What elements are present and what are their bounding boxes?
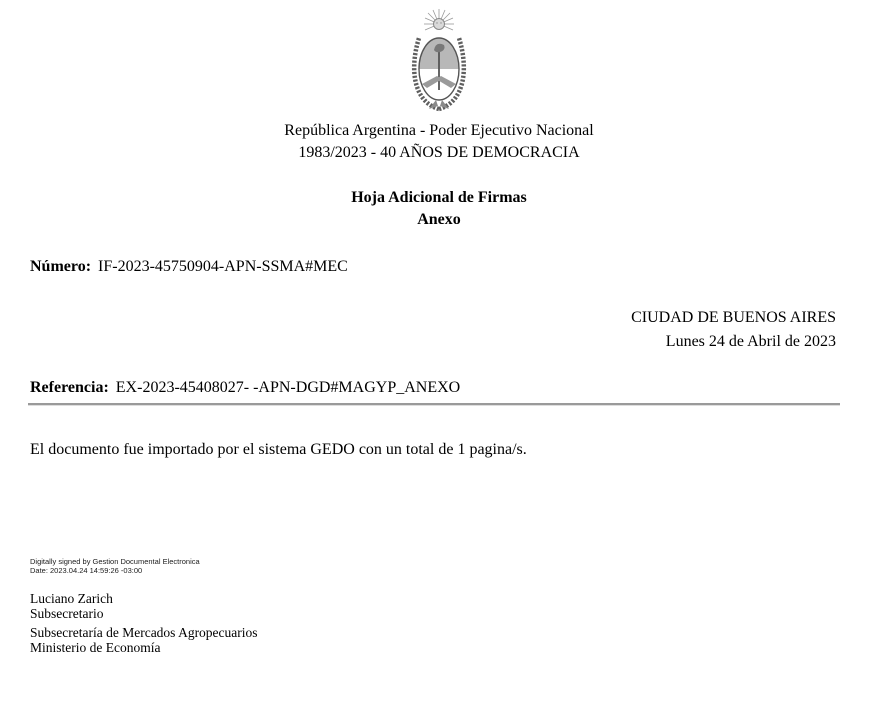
digital-signature-line2: Date: 2023.04.24 14:59:26 -03:00 — [30, 566, 143, 575]
argentina-coat-of-arms-icon — [406, 8, 472, 115]
date-line: Lunes 24 de Abril de 2023 — [665, 333, 836, 350]
referencia-field — [30, 377, 836, 398]
header-line-democracy: 1983/2023 - 40 AÑOS DE DEMOCRACIA — [298, 144, 580, 161]
signer-block — [30, 591, 878, 655]
signer-office: Subsecretaría de Mercados Agropecuarios — [30, 625, 258, 640]
referencia-label: Referencia: — [30, 379, 109, 396]
referencia-value: EX-2023-45408027- -APN-DGD#MAGYP_ANEXO — [115, 379, 461, 396]
signer-organization: Ministerio de Economía — [30, 640, 161, 655]
body-text: El documento fue importado por el sistema GEDO con un total de 1 pagina/s. — [30, 441, 527, 458]
digital-signature-stamp — [30, 557, 878, 575]
digital-signature-line1: Digitally signed by Gestion Documental Electronica — [30, 557, 200, 566]
city-line: CIUDAD DE BUENOS AIRES — [631, 309, 836, 326]
place-date-block — [30, 306, 836, 354]
numero-label: Número: — [30, 258, 92, 275]
document-subtitle: Anexo — [417, 211, 461, 228]
separator-line — [28, 403, 840, 406]
signer-name: Luciano Zarich — [30, 591, 113, 606]
signer-title: Subsecretario — [30, 606, 104, 621]
numero-field — [30, 256, 836, 277]
numero-value: IF-2023-45750904-APN-SSMA#MEC — [98, 258, 348, 275]
document-title: Hoja Adicional de Firmas — [351, 189, 527, 206]
header-line-republic: República Argentina - Poder Ejecutivo Nacional — [284, 122, 594, 139]
